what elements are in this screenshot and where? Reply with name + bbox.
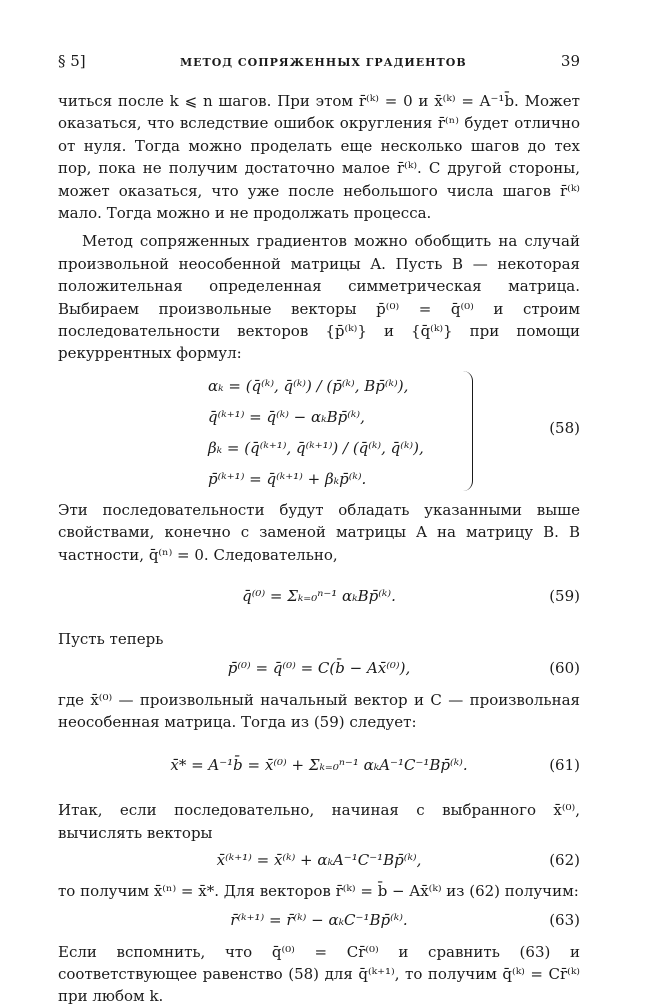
equation-system-58 bbox=[58, 371, 580, 495]
section-mark: § 5] bbox=[58, 52, 86, 70]
system-row-alpha: αₖ = (q̄⁽ᵏ⁾, q̄⁽ᵏ⁾) / (p̄⁽ᵏ⁾, Bp̄⁽ᵏ⁾), bbox=[208, 376, 409, 395]
equation-number-58: (58) bbox=[549, 418, 580, 437]
right-brace bbox=[460, 371, 473, 491]
system-row-beta: βₖ = (q̄⁽ᵏ⁺¹⁾, q̄⁽ᵏ⁺¹⁾) / (q̄⁽ᵏ⁾, q̄⁽ᵏ⁾), bbox=[208, 438, 424, 457]
paragraph-3: Эти последовательности будут обладать указанными выше свойствами, конечно с заменой матрицы A на матрицу B. В частности, q̄⁽ⁿ⁾ = 0. Следовательно, bbox=[58, 500, 580, 564]
equation-63 bbox=[58, 903, 580, 937]
equation-number-62: (62) bbox=[549, 851, 580, 870]
equation-number-59: (59) bbox=[549, 587, 580, 606]
equation-number-61: (61) bbox=[549, 756, 580, 775]
paragraph-4: Пусть теперь bbox=[58, 630, 164, 649]
paragraph-6: Итак, если последовательно, начиная с выбранного x̄⁽⁰⁾, вычислять векторы bbox=[58, 801, 580, 842]
equation-59-body: q̄⁽⁰⁾ = Σₖ₌₀ⁿ⁻¹ αₖBp̄⁽ᵏ⁾. bbox=[242, 587, 396, 606]
paragraph-8: Если вспомнить, что q̄⁽⁰⁾ = Cr̄⁽⁰⁾ и сравнить (63) и соответствующее равенство (58) для q̄⁽ᵏ⁺¹⁾, то получим q̄⁽ᵏ⁾ = Cr̄⁽ᵏ⁾ при любом k. bbox=[58, 942, 580, 1006]
equation-61-body: x̄* = A⁻¹b̄ = x̄⁽⁰⁾ + Σₖ₌₀ⁿ⁻¹ αₖA⁻¹C⁻¹Bp̄⁽ᵏ⁾. bbox=[170, 756, 468, 775]
page-header bbox=[58, 52, 580, 70]
paragraph-2: Метод сопряженных градиентов можно обобщить на случай произвольной неособенной матрицы A. Пусть B — некоторая положительная определенная симметрическая матрица. Выбираем произвольные векторы p̄⁽⁰⁾ = q̄⁽⁰⁾ и строим последовательности векторов {p̄⁽ᵏ⁾} и {q̄⁽ᵏ⁾} при помощи рекуррентных формул: bbox=[58, 232, 580, 363]
system-lines bbox=[208, 371, 448, 495]
equation-number-63: (63) bbox=[549, 910, 580, 929]
equation-60 bbox=[58, 651, 580, 685]
equation-59 bbox=[58, 570, 580, 622]
book-page bbox=[58, 52, 580, 1008]
equation-63-body: r̄⁽ᵏ⁺¹⁾ = r̄⁽ᵏ⁾ − αₖC⁻¹Bp̄⁽ᵏ⁾. bbox=[230, 910, 408, 929]
equation-60-body: p̄⁽⁰⁾ = q̄⁽⁰⁾ = C(b̄ − Ax̄⁽⁰⁾), bbox=[227, 658, 411, 677]
equation-62 bbox=[58, 844, 580, 876]
system-row-p: p̄⁽ᵏ⁺¹⁾ = q̄⁽ᵏ⁺¹⁾ + βₖp̄⁽ᵏ⁾. bbox=[208, 469, 367, 488]
equation-61 bbox=[58, 735, 580, 795]
equation-number-60: (60) bbox=[549, 658, 580, 677]
paragraph-7: то получим x̄⁽ⁿ⁾ = x̄*. Для векторов r̄⁽ᵏ⁾ = b̄ − Ax̄⁽ᵏ⁾ из (62) получим: bbox=[58, 882, 579, 901]
system-row-q: q̄⁽ᵏ⁺¹⁾ = q̄⁽ᵏ⁾ − αₖBp̄⁽ᵏ⁾, bbox=[208, 407, 365, 426]
equation-62-body: x̄⁽ᵏ⁺¹⁾ = x̄⁽ᵏ⁾ + αₖA⁻¹C⁻¹Bp̄⁽ᵏ⁾, bbox=[216, 851, 422, 870]
running-title: МЕТОД СОПРЯЖЕННЫХ ГРАДИЕНТОВ bbox=[179, 56, 467, 69]
paragraph-1: читься после k ⩽ n шагов. При этом r̄⁽ᵏ⁾ = 0 и x̄⁽ᵏ⁾ = A⁻¹b̄. Может оказаться, что вследствие ошибок округления r̄⁽ⁿ⁾ будет отлично от нуля. Тогда можно проделать еще несколько шагов до тех пор, пока не получим достаточно малое r̄⁽ᵏ⁾. С другой стороны, может оказаться, что уже после небольшого числа шагов r̄⁽ᵏ⁾ мало. Тогда можно и не продолжать процесса. bbox=[58, 92, 580, 223]
page-number: 39 bbox=[560, 52, 580, 70]
paragraph-5: где x̄⁽⁰⁾ — произвольный начальный вектор и C — произвольная неособенная матрица. Тогда из (59) следует: bbox=[58, 690, 580, 731]
